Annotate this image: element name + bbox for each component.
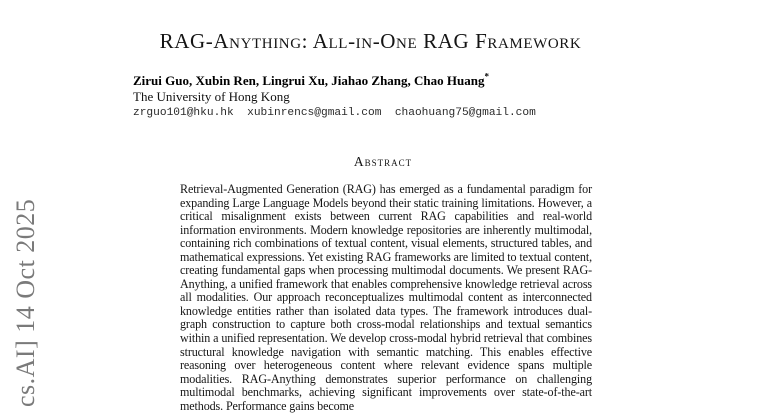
affiliation: The University of Hong Kong xyxy=(133,88,290,104)
abstract-text: Retrieval-Augmented Generation (RAG) has emerged as a fundamental paradigm for expanding Large Language Models beyond their static training limitations. However, a critical misalignment exists between current RAG capabilities and real-world information environments. Modern knowledge repositories are inherently multimodal, containing rich combinations of textual content, visual elements, structured tables, and mathematical expressions. Yet existing RAG frameworks are limited to textual content, creating fundamental gaps when processing multimodal documents. We present RAG-Anything, a unified framework that enables comprehensive knowledge retrieval across all modalities. Our approach reconceptualizes multimodal content as interconnected knowledge entities rather than isolated data types. The framework introduces dual-graph construction to capture both cross-modal relationships and textual semantics within a unified representation. We develop cross-modal hybrid retrieval that combines structural knowledge navigation with semantic matching. This enables effective reasoning over heterogeneous content where relevant evidence spans multiple modalities. RAG-Anything demonstrates superior performance on challenging multimodal benchmarks, achieving significant improvements over state-of-the-art methods. Performance gains become xyxy=(180,182,592,413)
author-emails: zrguo101@hku.hk xubinrencs@gmail.com chaohuang75@gmail.com xyxy=(133,107,536,119)
author-names-text: Zirui Guo, Xubin Ren, Lingrui Xu, Jiahao Zhang, Chao Huang xyxy=(133,73,485,88)
author-names xyxy=(133,73,603,89)
abstract-heading: Abstract xyxy=(353,154,413,169)
arxiv-stamp: cs.AI] 14 Oct 2025 xyxy=(11,198,40,407)
author-block xyxy=(133,73,603,120)
corresponding-author-mark: * xyxy=(484,71,489,82)
paper-title: RAG-Anything: All-in-One RAG Framework xyxy=(159,29,582,53)
